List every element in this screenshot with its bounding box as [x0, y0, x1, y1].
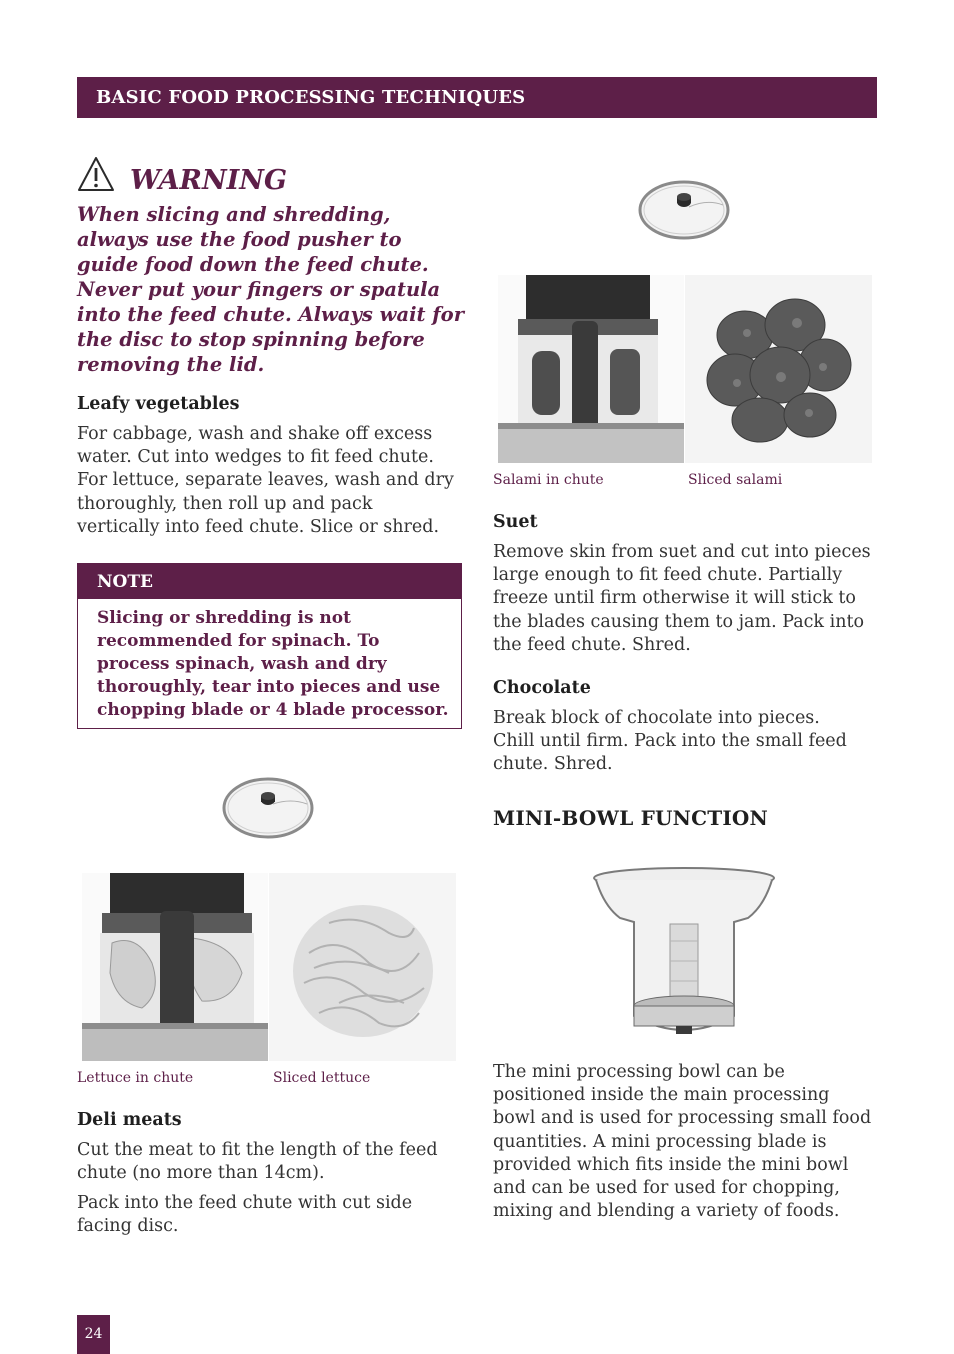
caption-lettuce-in-chute: Lettuce in chute: [77, 1070, 194, 1086]
leafy-text: For cabbage, wash and shake off excess water. Cut into wedges to fit feed chute. For lettuce, separate leaves, wash and dry thoroughly, then roll up and pack vertically into feed chute. Slice or shred.: [77, 424, 454, 537]
shredding-disc-image: [637, 177, 731, 241]
sliced-lettuce-image: [269, 873, 456, 1061]
suet-heading: Suet: [493, 512, 538, 532]
sliced-salami-image: [685, 275, 872, 463]
warning-triangle-icon: [77, 155, 115, 193]
caption-sliced-salami: Sliced salami: [688, 472, 783, 488]
mini-bowl-text: The mini processing bowl can be positioned inside the main processing bowl and is used for processing small food quantities. A mini processing blade is provided which fits inside the mini bowl and can be used for used for chopping, mixing and blending a variety of foods.: [493, 1062, 872, 1222]
caption-sliced-lettuce: Sliced lettuce: [273, 1070, 371, 1086]
note-text: Slicing or shredding is not recommended for spinach. To process spinach, wash and dry thoroughly, tear into pieces and use chopping blade or 4 blade processor.: [97, 608, 449, 720]
warning-text: When slicing and shredding, always use the food pusher to guide food down the feed chute. Never put your fingers or spatula into the feed chute. Always wait for the disc to stop spinning before removing the lid.: [77, 203, 464, 376]
mini-bowl-image: [590, 866, 778, 1042]
slicing-disc-image: [221, 774, 315, 840]
page-number: 24: [77, 1315, 110, 1354]
note-box: [77, 563, 462, 729]
chocolate-heading: Chocolate: [493, 678, 591, 698]
mini-bowl-heading: MINI-BOWL FUNCTION: [493, 806, 768, 830]
caption-salami-in-chute: Salami in chute: [493, 472, 604, 488]
suet-text: Remove skin from suet and cut into pieces large enough to fit feed chute. Partially freeze until firm otherwise it will stick to the blades causing them to jam. Pack into the feed chute. Shred.: [493, 542, 871, 655]
salami-in-chute-image: [498, 275, 684, 463]
deli-text-1: Cut the meat to fit the length of the feed chute (no more than 14cm).: [77, 1140, 438, 1184]
warning-title: WARNING: [130, 165, 288, 196]
section-header: BASIC FOOD PROCESSING TECHNIQUES: [77, 77, 877, 118]
note-label: NOTE: [78, 564, 461, 599]
deli-heading: Deli meats: [77, 1110, 182, 1130]
leafy-heading: Leafy vegetables: [77, 394, 240, 414]
lettuce-in-chute-image: [82, 873, 268, 1061]
chocolate-text: Break block of chocolate into pieces. Chill until firm. Pack into the small feed chute. Shred.: [493, 708, 847, 775]
deli-text-2: Pack into the feed chute with cut side facing disc.: [77, 1193, 413, 1237]
